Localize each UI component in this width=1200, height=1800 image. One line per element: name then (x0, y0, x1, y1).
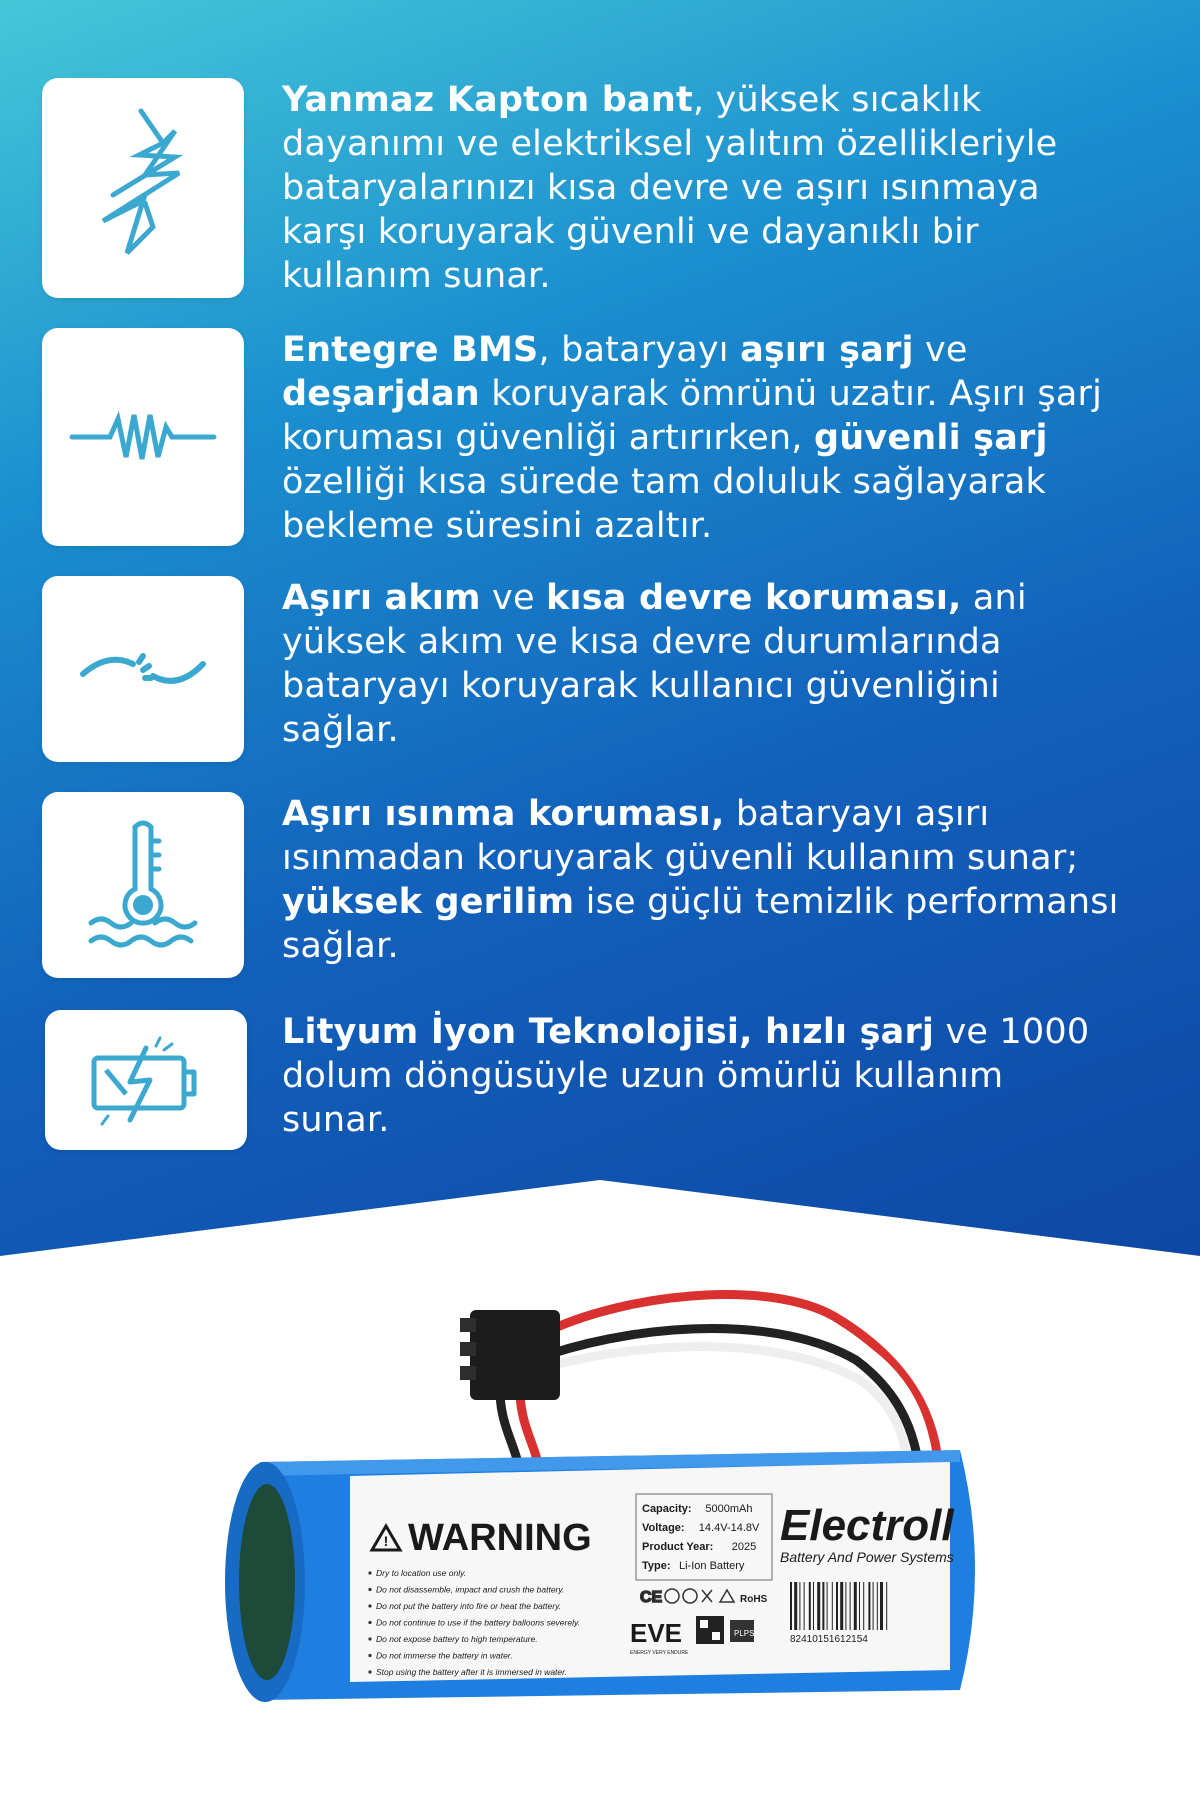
pulse-wave-icon (68, 397, 218, 477)
icon-card (42, 328, 244, 546)
spec-key: Type: (642, 1560, 671, 1572)
thermometer-icon (83, 815, 203, 955)
barcode-bar (799, 1582, 800, 1630)
barcode-bar (836, 1582, 838, 1630)
warning-title: WARNING (408, 1517, 592, 1559)
barcode-bar (822, 1582, 824, 1630)
battery-product-image (220, 1250, 1020, 1770)
feature-text-segment: ve 1000 (934, 1012, 1090, 1052)
battery-connector (460, 1310, 560, 1400)
feature-text (282, 328, 1162, 548)
warning-item: Dry to location use only. (376, 1568, 467, 1578)
barcode-bar (863, 1582, 864, 1630)
icon-card (42, 792, 244, 978)
barcode-bar (859, 1582, 860, 1630)
feature-text-bold: yüksek gerilim (282, 882, 575, 922)
feature-text (282, 1010, 1162, 1142)
feature-text-segment: koruyarak ömrünü uzatır. Aşırı şarj (479, 374, 1103, 414)
icon-card (42, 78, 244, 298)
spec-value: 2025 (731, 1541, 757, 1553)
feature-text-bold: Lityum İyon Teknolojisi, hızlı şarj (282, 1012, 935, 1052)
barcode-bar (804, 1582, 805, 1630)
feature-text-segment: karşı koruyarak güvenli ve dayanıklı bir (282, 212, 979, 252)
barcode-number: 82410151612154 (790, 1634, 868, 1645)
feature-text-segment: ısınmadan koruyarak güvenli kullanım sunar; (282, 838, 1079, 878)
spec-key: Voltage: (642, 1522, 685, 1534)
lightning-icon (83, 103, 203, 273)
feature-text-segment: ani (961, 578, 1027, 618)
feature-text (282, 78, 1162, 298)
feature-text (282, 792, 1162, 968)
feature-text-bold: Yanmaz Kapton bant (282, 80, 693, 120)
battery-label (350, 1462, 954, 1682)
feature-text-segment: sunar. (282, 1100, 390, 1140)
barcode-bar (809, 1582, 811, 1630)
barcode-bar (845, 1582, 846, 1630)
feature-text-segment: ve (913, 330, 968, 370)
feature-text-segment: bataryayı aşırı (724, 794, 990, 834)
feature-text-segment: , bataryayı (538, 330, 741, 370)
feature-text-segment: dolum döngüsüyle uzun ömürlü kullanım (282, 1056, 1004, 1096)
feature-text-segment: bataryayı koruyarak kullanıcı güvenliğini (282, 666, 1000, 706)
broken-wire-icon (73, 634, 213, 704)
warning-item: Do not expose battery to high temperature. (376, 1634, 538, 1644)
barcode-bar (877, 1582, 878, 1630)
feature-text-segment: dayanımı ve elektriksel yalıtım özellikleriyle (282, 124, 1058, 164)
svg-text:CE: CE (640, 1589, 663, 1606)
barcode-bar (794, 1582, 797, 1630)
feature-text-bold: kısa devre koruması, (546, 578, 962, 618)
feature-text (282, 576, 1162, 752)
barcode-bar (790, 1582, 792, 1630)
feature-text-segment: koruması güvenliği artırırken, (282, 418, 814, 458)
feature-text-segment: yüksek akım ve kısa devre durumlarında (282, 622, 1002, 662)
barcode-bar (850, 1582, 851, 1630)
feature-text-segment: ve (480, 578, 547, 618)
spec-key: Product Year: (642, 1541, 714, 1553)
feature-text-bold: Aşırı ısınma koruması, (282, 794, 725, 834)
barcode-bar (817, 1582, 820, 1630)
feature-text-segment: sağlar. (282, 710, 399, 750)
barcode-bar (868, 1582, 870, 1630)
spec-key: Capacity: (642, 1503, 692, 1515)
warning-item: Do not immerse the battery in water. (376, 1650, 513, 1661)
feature-text-segment: ise güçlü temizlik performansı (574, 882, 1119, 922)
warning-item: Do not disassemble, impact and crush the battery. (376, 1584, 565, 1595)
feature-text-bold: aşırı şarj (740, 330, 914, 370)
barcode-bar (827, 1582, 828, 1630)
brand-name: Electroll (780, 1501, 954, 1550)
feature-text-bold: Aşırı akım (282, 578, 481, 618)
cell-brand-tagline: ENERGY VERY ENDURE (630, 1650, 689, 1656)
warning-item: Do not continue to use if the battery balloons severely. (376, 1617, 580, 1628)
cell-brand: EVE (630, 1618, 683, 1648)
plps-mark: PLPS (734, 1629, 755, 1638)
warning-item: Stop using the battery after it is immersed in water. (376, 1667, 568, 1677)
warning-item: Do not put the battery into fire or heat the battery. (376, 1601, 562, 1611)
barcode-bar (832, 1582, 833, 1630)
feature-text-bold: güvenli şarj (813, 418, 1048, 458)
brand-tagline: Battery And Power Systems (780, 1549, 954, 1565)
feature-text-segment: bataryalarınızı kısa devre ve aşırı ısınmaya (282, 168, 1040, 208)
icon-card (45, 1010, 247, 1150)
feature-text-segment: , yüksek sıcaklık (692, 80, 982, 120)
barcode-bar (813, 1582, 814, 1630)
feature-text-segment: özelliği kısa sürede tam doluluk sağlayarak (282, 462, 1046, 502)
icon-card (42, 576, 244, 762)
feature-text-bold: Entegre BMS (282, 330, 539, 370)
rohs-mark: RoHS (740, 1594, 768, 1605)
battery-charge-icon (86, 1030, 206, 1130)
barcode-bar (880, 1582, 883, 1630)
feature-text-segment: bekleme süresini azaltır. (282, 506, 713, 546)
feature-text-segment: kullanım sunar. (282, 256, 551, 296)
barcode-bar (854, 1582, 857, 1630)
spec-value: Li-Ion Battery (679, 1560, 745, 1572)
barcode-bar (840, 1582, 843, 1630)
spec-value: 5000mAh (705, 1503, 753, 1515)
feature-text-bold: deşarjdan (282, 374, 480, 414)
spec-value: 14.4V-14.8V (698, 1522, 760, 1534)
svg-text:!: ! (383, 1533, 389, 1549)
barcode-bar (886, 1582, 887, 1630)
barcode-bar (873, 1582, 874, 1630)
feature-text-segment: sağlar. (282, 926, 399, 966)
